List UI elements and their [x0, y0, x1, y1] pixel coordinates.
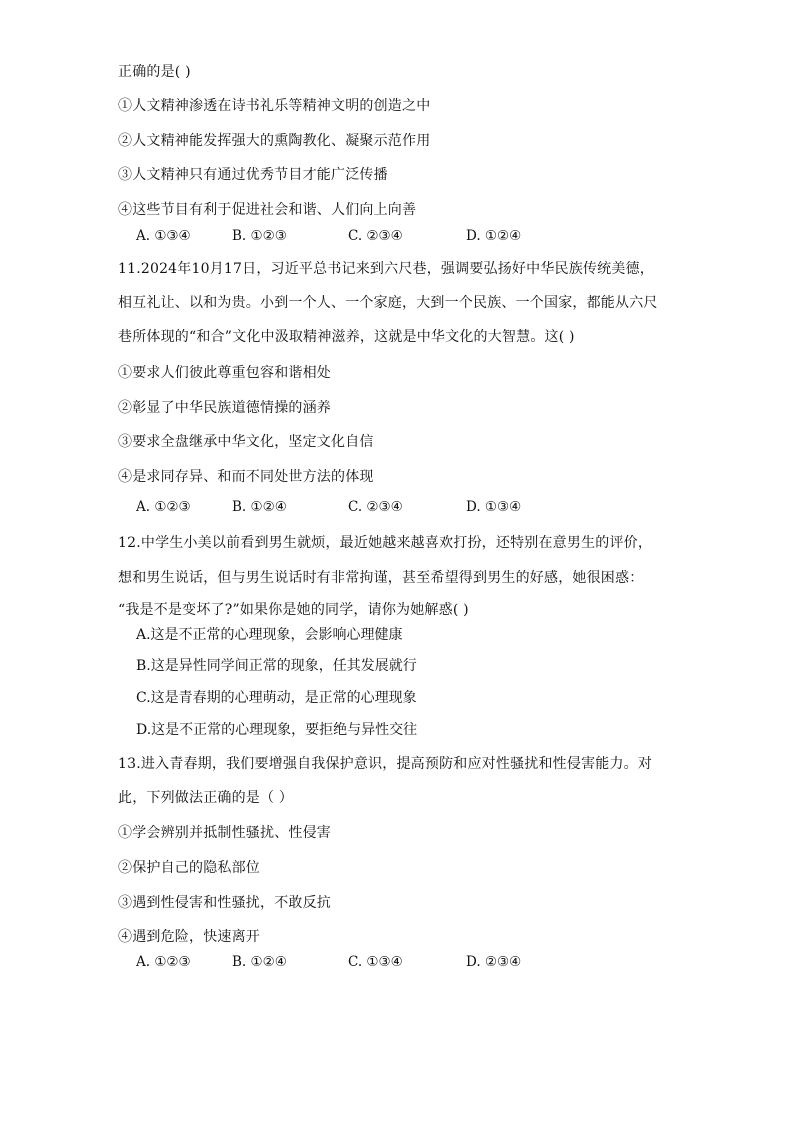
q11-item-4: ④是求同存异、和而不同处世方法的体现: [118, 469, 374, 485]
q12-stem-line-2: 想和男生说话，但与男生说话时有非常拘谨，甚至希望得到男生的好感，她很困惑：: [118, 570, 644, 586]
q10-item-3: ③人文精神只有通过优秀节目才能广泛传播: [118, 167, 388, 183]
q13-item-4: ④遇到危险，快速离开: [118, 929, 260, 945]
q11-option-b[interactable]: B. ①②④: [232, 499, 287, 515]
q12-stem-line-1: 12.中学生小美以前看到男生就烦，最近她越来越喜欢打扮，还特别在意男生的评价，: [118, 535, 653, 551]
q13-option-b[interactable]: B. ①②④: [232, 954, 287, 970]
q10-option-c[interactable]: C. ②③④: [348, 228, 403, 244]
q13-option-d[interactable]: D. ②③④: [466, 954, 522, 970]
q11-item-2: ②彰显了中华民族道德情操的涵养: [118, 400, 331, 416]
q10-option-d[interactable]: D. ①②④: [466, 228, 522, 244]
q13-stem-line-2: 此，下列做法正确的是（ ）: [118, 790, 294, 806]
q12-stem-line-3: “我是不是变坏了?”如果你是她的同学，请你为她解惑( ): [118, 602, 469, 618]
q13-stem-line-1: 13.进入青春期，我们要增强自我保护意识，提高预防和应对性骚扰和性侵害能力。对: [118, 756, 653, 772]
q10-option-a[interactable]: A. ①③④: [136, 228, 191, 244]
q13-item-3: ③遇到性侵害和性骚扰，不敢反抗: [118, 895, 331, 911]
q11-item-1: ①要求人们彼此尊重包容和谐相处: [118, 365, 331, 381]
q11-stem-line-2: 相互礼让、以和为贵。小到一个人、一个家庭，大到一个民族、一个国家，都能从六尺: [118, 295, 658, 311]
q10-option-b[interactable]: B. ①②③: [232, 228, 287, 244]
q13-option-c[interactable]: C. ①③④: [348, 954, 403, 970]
q12-choice-d[interactable]: D.这是不正常的心理现象，要拒绝与异性交往: [136, 722, 418, 738]
q10-item-2: ②人文精神能发挥强大的熏陶教化、凝聚示范作用: [118, 133, 431, 149]
q11-stem-line-1: 11.2024年10月17日，习近平总书记来到六尺巷，强调要弘扬好中华民族传统美德，: [118, 261, 654, 277]
q10-item-1: ①人文精神渗透在诗书礼乐等精神文明的创造之中: [118, 98, 431, 114]
q11-stem-line-3: 巷所体现的“和合”文化中汲取精神滋养，这就是中华文化的大智慧。这( ): [118, 329, 575, 345]
q11-option-c[interactable]: C. ②③④: [348, 499, 403, 515]
q10-stem-end: 正确的是( ): [118, 64, 191, 80]
q12-choice-a[interactable]: A.这是不正常的心理现象，会影响心理健康: [136, 627, 403, 643]
q11-option-a[interactable]: A. ①②③: [136, 499, 191, 515]
q12-choice-b[interactable]: B.这是异性同学间正常的现象，任其发展就行: [136, 658, 417, 674]
q11-item-3: ③要求全盘继承中华文化，坚定文化自信: [118, 434, 374, 450]
q13-option-a[interactable]: A. ①②③: [136, 954, 191, 970]
q12-choice-c[interactable]: C.这是青春期的心理萌动，是正常的心理现象: [136, 690, 417, 706]
q11-option-d[interactable]: D. ①③④: [466, 499, 522, 515]
q13-item-1: ①学会辨别并抵制性骚扰、性侵害: [118, 825, 331, 841]
q13-item-2: ②保护自己的隐私部位: [118, 860, 260, 876]
q10-item-4: ④这些节目有利于促进社会和谐、人们向上向善: [118, 202, 417, 218]
